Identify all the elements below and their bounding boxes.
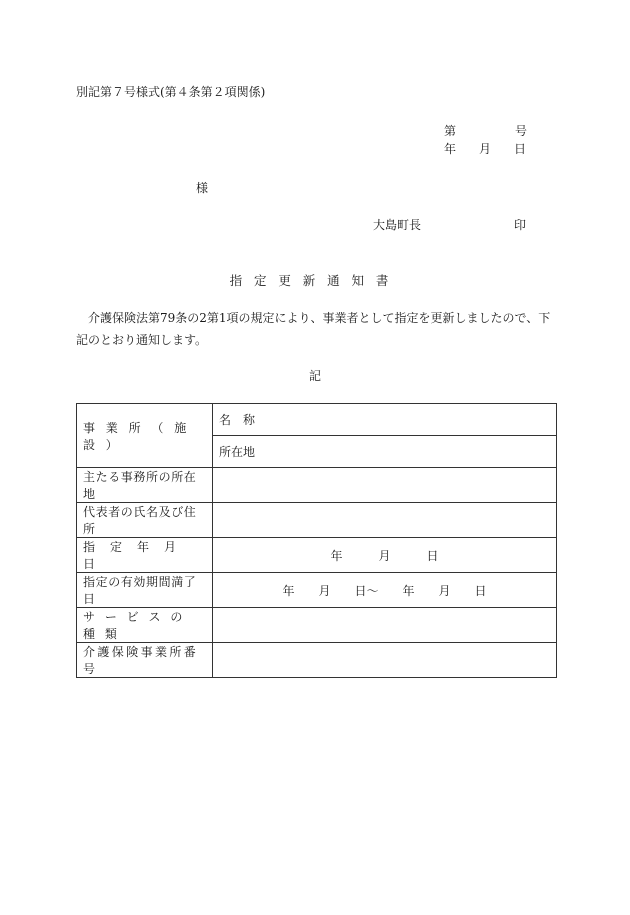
designation-table xyxy=(76,403,557,678)
issue-date-year: 年 xyxy=(444,142,457,156)
table-row xyxy=(77,404,557,436)
designation-month: 月 xyxy=(378,548,391,563)
name-label: 名 称 xyxy=(213,404,557,436)
document-title xyxy=(0,273,630,289)
validity-value: 年 月 日〜 年 月 日 xyxy=(213,573,557,608)
number-prefix: 第 xyxy=(444,124,457,138)
office-number-value xyxy=(213,643,557,678)
validity-label: 指定の有効期間満了日 xyxy=(77,573,213,608)
issuer-name: 大島町長 xyxy=(373,218,422,232)
number-suffix: 号 xyxy=(515,124,528,138)
table-row xyxy=(77,503,557,538)
address-label: 所在地 xyxy=(213,436,557,468)
designation-year: 年 xyxy=(330,548,343,563)
service-type-label: サービスの種類 xyxy=(77,608,213,643)
designation-day: 日 xyxy=(426,548,439,563)
document-number-line xyxy=(444,123,527,139)
seal-mark: 印 xyxy=(514,218,527,232)
table-row xyxy=(77,643,557,678)
designation-date-value xyxy=(213,538,557,573)
representative-label: 代表者の氏名及び住所 xyxy=(77,503,213,538)
office-number-label: 介護保険事業所番号 xyxy=(77,643,213,678)
addressee-suffix: 様 xyxy=(196,181,209,195)
table-row xyxy=(77,538,557,573)
issue-date-day: 日 xyxy=(514,142,527,156)
body-text: 介護保険法第79条の2第1項の規定により、事業者として指定を更新しましたので、下記のとおり通知します。 xyxy=(76,311,551,347)
representative-value xyxy=(213,503,557,538)
form-label: 別記第７号様式(第４条第２項関係) xyxy=(76,85,266,99)
office-address-label: 主たる事務所の所在地 xyxy=(77,468,213,503)
service-type-value xyxy=(213,608,557,643)
office-address-value xyxy=(213,468,557,503)
table-row xyxy=(77,608,557,643)
ki-heading: 記 xyxy=(308,369,321,383)
issue-date-month: 月 xyxy=(479,142,492,156)
facility-label: 事業所（施設） xyxy=(77,404,213,468)
table-row xyxy=(77,468,557,503)
table-row xyxy=(77,573,557,608)
designation-date-label: 指定年月日 xyxy=(77,538,213,573)
issue-date xyxy=(444,141,526,157)
document-title-text: 指定更新通知書 xyxy=(229,273,401,288)
